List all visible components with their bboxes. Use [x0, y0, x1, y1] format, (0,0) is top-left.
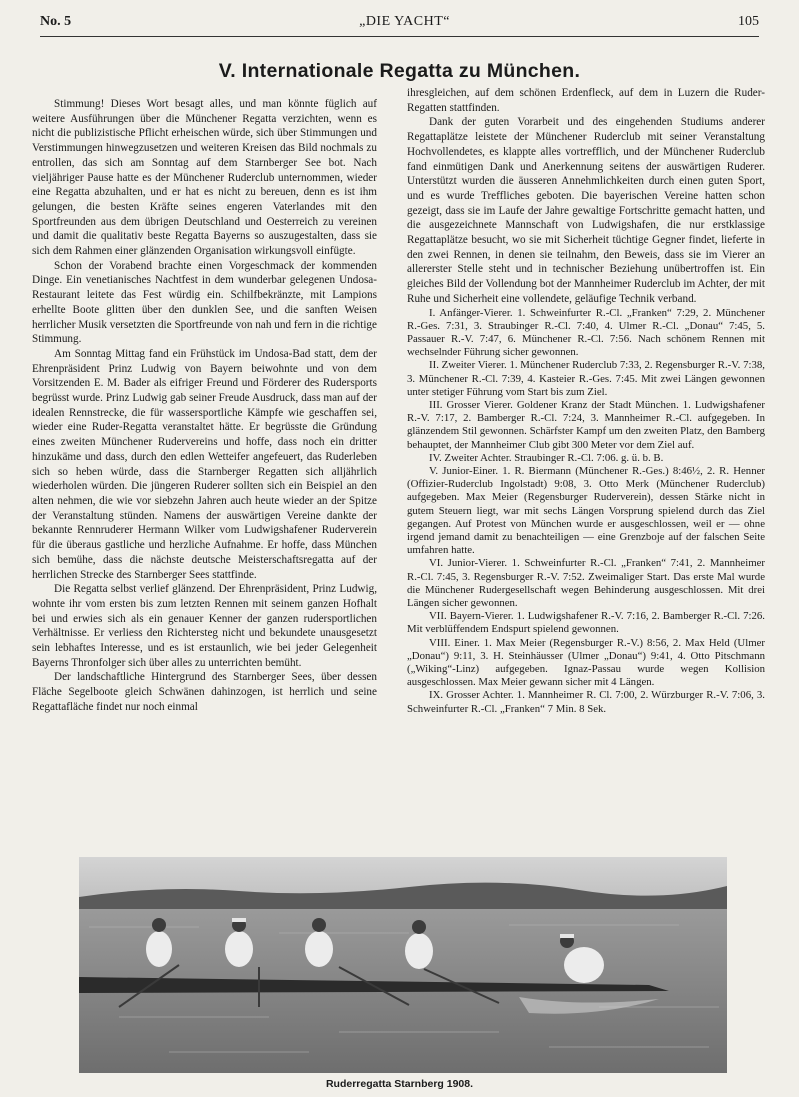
race-result: VIII. Einer. 1. Max Meier (Regensburger R.-V.) 8:56, 2. Max Held (Ulmer „Donau“) 9:11, 3. H. Steinhäusser (Ulmer „Donau“) 9:41, 4. Otto Pitschmann („Wiking“-Linz) aufgegeben. Ignaz-Passau wurde wegen Kollision ausgeschlossen. Max Meier gewann sicher mit 4 Längen.	[407, 636, 765, 689]
race-result: V. Junior-Einer. 1. R. Biermann (Münchener R.-Ges.) 8:46½, 2. R. Henner (Offizier-Ruderclub Ingolstadt) 9:08, 3. Otto Merk (Münchener Ruderclub) aufgegeben. Max Meier (Regensburger Ruderverein), dessen Stärke nicht in gutem Steuern liegt, war mit sechs Längen Vorsprung spielend durch das Ziel gegangen. Auf Protest von München wurde er ausgeschlossen, weil er — ohne irgend jemand damit zu benachteiligen — eine Grenzboje auf der falschen Seite umfahren hatte.	[407, 464, 765, 557]
rowing-photo	[79, 857, 727, 1073]
paragraph: Die Regatta selbst verlief glänzend. Der Ehrenpräsident, Prinz Ludwig, wohnte ihr vom ersten bis zum letzten Rennen mit seinem ganzen Hofhalt bei und erwies sich als ein genauer Kenner der ganzen rudersportlichen Verhältnisse. Er verliess den Richtersteg nicht und bekundete unausgesetzt sein lebhaftes Interesse, und es ist erstaunlich, wie bei jeder Gelegenheit Bayerns Thronfolger sich über alles zu unterrichten bemüht.	[32, 583, 377, 669]
race-result: VII. Bayern-Vierer. 1. Ludwigshafener R.-V. 7:16, 2. Bamberger R.-Cl. 7:26. Mit verblüffendem Endspurt spielend gewonnen.	[407, 610, 765, 636]
rowing-photo-illustration	[79, 857, 727, 1073]
article-title: V. Internationale Regatta zu München.	[218, 60, 581, 82]
page-header	[40, 14, 759, 37]
paragraph: Stimmung! Dieses Wort besagt alles, und man könnte füglich auf weitere Ausführungen über die Münchener Regatta verzichten, wenn es nicht die publizistische Pflicht erheischen würde, sich über Stimmungen und Verstimmungen hinwegzusetzen und weiteren Kreisen das Bild nochmals zu entrollen, das sich am Sonntag auf dem Starnberger See bot. Nach vieljähriger Pause hatte es der Münchener Ruderclub unternommen, wieder eine Regatta abzuhalten, und er hat es nicht zu bereuen, denn es ist ihm gelungen, die besten Kräfte seines engeren Vaterlandes mit den Sportfreunden aus dem übrigen Deutschland und Oesterreich zu vereinen und damit die qualitativ beste Regatta Bayerns so auszugestalten, dass sie sich dem Rahmen einer glänzenden Organisation wirkungsvoll einfügte.	[32, 98, 377, 258]
right-column	[407, 86, 765, 716]
journal-title: „DIE YACHT“	[359, 14, 451, 29]
issue-number: No. 5	[40, 14, 72, 29]
race-result: IV. Zweiter Achter. Straubinger R.-Cl. 7:06. g. ü. b. B.	[429, 451, 664, 464]
paragraph: Dank der guten Vorarbeit und des eingehenden Studiums anderer Regattaplätze leistete der Münchener Ruderclub mit seiner Veranstaltung Hochvollendetes, es klappte alles vortrefflich, und der Münchener Ruderclub fand einmütigen Dank und Anerkennung seitens der auswärtigen Ruderer. Unterstützt wurden die äusseren Annehmlichkeiten durch einen guten Sport, und es wurde Treffliches geboten. Die bayerischen Vereine hatten schon gezeigt, dass sie im Laufe der Jahre gewaltige Fortschritte gemacht hatten, und die ausgezeichnete Mannschaft von Ludwigshafen, die nur erstklassige Regattaplätze besucht, wo sie mit Sicherheit tüchtige Gegner findet, lieferte in den zwei Rennen, in denen sie teilnahm, den Beweis, dass sie im Vierer an allererster Stelle steht und in technischer Beziehung unübertroffen ist. Ein gleiches Bild der Vollendung bot der Mannheimer Ruderclub im Achter, der mit Ruhe und Sicherheit eine vollendete, geläufige Technik verband.	[407, 116, 765, 305]
paragraph: Am Sonntag Mittag fand ein Frühstück im Undosa-Bad statt, dem der Ehrenpräsident Prinz Ludwig von Bayern beiwohnte und von dem Vorsitzenden E. M. Bader als eifriger Freund und Förderer des Rudersports begrüsst wurde. Prinz Ludwig gab seiner Freude Ausdruck, dass man auf der idealen Rennstrecke, die für wassersportliche Kämpfe wie geschaffen sei, wieder eine Ruder-Regatta veranstaltet hätte. Er begrüsste die Gründung eines zweiten Münchener Rudervereins und hoffe, dass noch ein dritter hinzukäme und dass, durch den edlen Wetteifer angefeuert, das Ruderleben sich so heben würde, dass die Starnberger Regatten sich alljährlich wiederholen würden. Die jüngeren Ruderer sollten sich ein Beispiel an den alten nehmen, die wie vor siebzehn Jahren auch heute wieder an der Spitze der Veranstaltung stünden. Namens der auswärtigen Vereine dankte der bekannte Rennruderer Hermann Wilker vom Ludwigshafener Ruderverein für die überaus gastliche und herzliche Aufnahme. Er hoffe, dass München sich bemühe, dass die nächste deutsche Meisterschaftsregatta auf der herrlichen Strecke des Starnberger Sees stattfinde.	[32, 347, 377, 581]
race-result: VI. Junior-Vierer. 1. Schweinfurter R.-Cl. „Franken“ 7:41, 2. Mannheimer R.-Cl. 7:45, 3. Regensburger R.-V. 7:52. Zweimaliger Start. Das erste Mal wurde die Münchener Rudergesellschaft wegen Behinderung ausgeschlossen. Mit drei Längen sicher gewonnen.	[407, 557, 765, 610]
race-result: III. Grosser Vierer. Goldener Kranz der Stadt München. 1. Ludwigshafener R.-V. 7:17, 2. Bamberger R.-Cl. 7:24, 3. Mannheimer R.-Cl. aufgegeben. In glänzendem Stil gewonnen. Schärfster Kampf um den zweiten Platz, den Bamberg behauptet, der Mannheimer Club gibt 300 Meter vor dem Ziel auf.	[407, 398, 765, 451]
paragraph: Schon der Vorabend brachte einen Vorgeschmack der kommenden Dinge. Ein venetianisches Nachtfest in dem wunderbar gelegenen Undosa-Restaurant leitete das Fest würdig ein. Schilfbekränzte, mit Lampions erhellte Boote glitten über den dunklen See, und die sanften Weisen herrlicher Musik versetzten die Sportfreunde von nah und fern in die richtige Stimmung.	[32, 259, 377, 346]
race-result: IX. Grosser Achter. 1. Mannheimer R. Cl. 7:00, 2. Würzburger R.-V. 7:06, 3. Schweinfurter R.-Cl. „Franken“ 7 Min. 8 Sek.	[407, 689, 765, 715]
race-result: II. Zweiter Vierer. 1. Münchener Ruderclub 7:33, 2. Regensburger R.-V. 7:38, 3. Münchener R.-Cl. 7:39, 4. Kasteier R.-Ges. 7:45. Mit zwei Längen gewonnen unter stetiger Führung vom Start bis zum Ziel.	[407, 359, 765, 398]
photo-caption: Ruderregatta Starnberg 1908.	[325, 1078, 474, 1090]
page-number: 105	[738, 14, 759, 29]
race-result: I. Anfänger-Vierer. 1. Schweinfurter R.-Cl. „Franken“ 7:29, 2. Münchener R.-Ges. 7:31, 3. Straubinger R.-Cl. 7:40, 4. Ulmer R.-Cl. „Donau“ 7:45, 5. Passauer R.-V. 7:47, 6. Münchener R.-Cl. 7:56. Nach schönem Rennen mit wechselnder Führung sicher gewonnen.	[407, 306, 765, 359]
paragraph: Der landschaftliche Hintergrund des Starnberger Sees, über dessen Fläche Segelboote gleich Schwänen dahinzogen, ist herrlich und seine Regattafläche findet nur noch einmal	[32, 671, 377, 713]
left-column	[32, 97, 377, 715]
paragraph: ihresgleichen, auf dem schönen Erdenfleck, auf dem in Luzern die Ruder-Regatten stattfinden.	[407, 87, 765, 114]
